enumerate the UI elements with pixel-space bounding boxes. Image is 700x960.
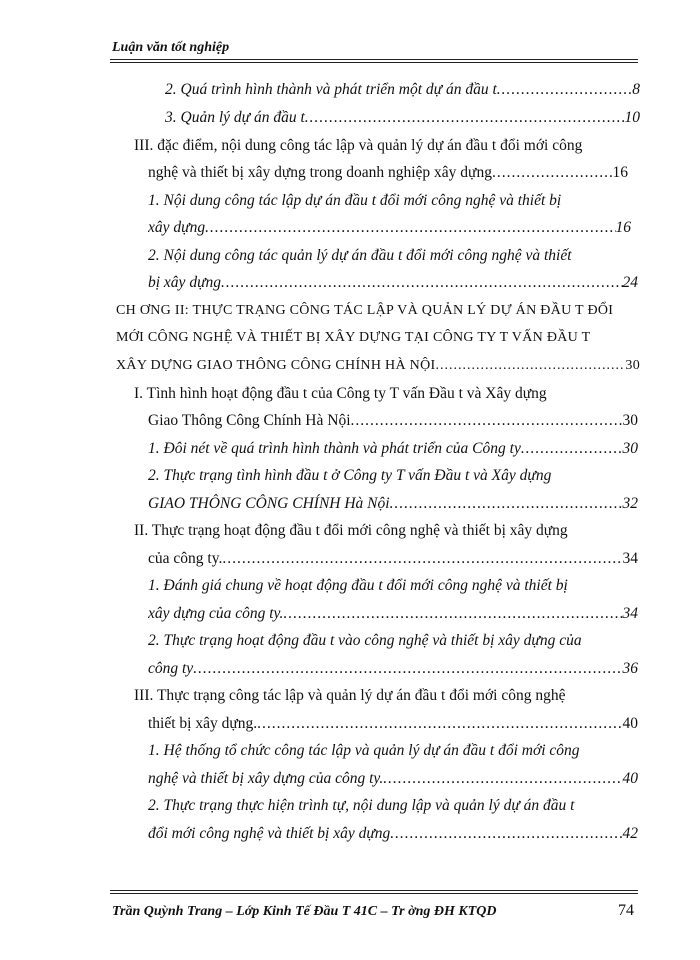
toc-entry[interactable] [148,631,638,651]
toc-entry[interactable] [148,549,638,569]
toc-entry-page: 30 [622,440,638,457]
dot-leader [390,824,622,844]
dot-leader [435,356,625,376]
toc-entry-text: GIAO THÔNG CÔNG CHÍNH Hà Nội [148,495,390,512]
toc-entry-text: xây dựng [148,219,206,236]
toc-entry[interactable] [134,686,640,706]
toc-entry-text: MỚI CÔNG NGHỆ VÀ THIẾT BỊ XÂY DỰNG TẠI CÔNG TY T VẤN ĐẦU T [116,330,591,345]
toc-entry-text: II. Thực trạng hoạt động đầu t đổi mới công nghệ và thiết bị xây dựng [134,522,568,539]
toc-entry-page: 30 [625,358,640,373]
toc-entry-text: công ty [148,660,194,677]
toc-entry-text: 2. Quá trình hình thành và phát triển một dự án đầu t [165,81,497,98]
toc-entry[interactable] [148,576,638,596]
toc-entry-page: 42 [622,825,638,842]
toc-entry-text: 2. Nội dung công tác quản lý dự án đầu t đổi mới công nghệ và thiết [148,247,572,264]
toc-entry[interactable] [134,384,640,404]
toc-entry[interactable] [148,659,638,679]
toc-entry[interactable] [148,163,628,183]
dot-leader [383,769,622,789]
page-footer: Trần Quỳnh Trang – Lớp Kinh Tế Đầu T 41C – Tr ờng ĐH KTQD [112,904,497,919]
page-number: 74 [618,902,634,919]
toc-entry[interactable] [148,246,638,266]
dot-leader [193,659,622,679]
toc-entry-text: nghệ và thiết bị xây dựng của công ty. [148,770,384,787]
toc-entry-text: 2. Thực trạng thực hiện trình tự, nội dung lập và quản lý dự án đầu t [148,797,575,814]
toc-entry[interactable] [148,439,638,459]
toc-entry-text: XÂY DỰNG GIAO THÔNG CÔNG CHÍNH HÀ NỘI [116,358,436,373]
toc-entry-page: 40 [622,770,638,787]
toc-chapter-heading[interactable] [116,301,640,321]
toc-entry[interactable] [148,824,638,844]
toc-entry-page: 36 [622,660,638,677]
dot-leader [305,108,625,128]
toc-entry-text: 2. Thực trạng tình hình đầu t ở Công ty T vấn Đầu t và Xây dựng [148,467,552,484]
toc-entry-page: 16 [612,164,628,181]
toc-entry[interactable] [134,521,640,541]
toc-entry-text: bị xây dựng [148,274,222,291]
toc-entry-page: 34 [622,550,638,567]
toc-entry-text: của công ty. [148,550,223,567]
toc-chapter-heading[interactable] [116,356,640,376]
toc-entry[interactable] [148,273,638,293]
toc-entry-page: 40 [622,715,638,732]
toc-entry-text: III. đặc điểm, nội dung công tác lập và quản lý dự án đầu t đổi mới công [134,137,583,154]
toc-entry-text: III. Thực trạng công tác lập và quản lý dự án đầu t đổi mới công nghệ [134,687,566,704]
toc-entry[interactable] [148,604,638,624]
dot-leader [205,218,615,238]
toc-entry-text: đổi mới công nghệ và thiết bị xây dựng [148,825,391,842]
dot-leader [351,411,623,431]
dot-leader [222,549,622,569]
toc-entry-text: 2. Thực trạng hoạt động đầu t vào công nghệ và thiết bị xây dựng của [148,632,582,649]
footer-rule [110,890,638,891]
toc-entry-text: thiết bị xây dựng. [148,715,258,732]
toc-entry-page: 34 [622,605,638,622]
dot-leader [390,494,623,514]
toc-entry-text: Giao Thông Công Chính Hà Nội [148,412,351,429]
toc-entry[interactable] [134,136,640,156]
footer-rule-thin [110,893,638,894]
toc-entry-text: 1. Đánh giá chung về hoạt động đầu t đổi mới công nghệ và thiết bị [148,577,568,594]
dot-leader [257,714,622,734]
page-header: Luận văn tốt nghiệp [112,40,230,55]
dot-leader [221,273,622,293]
toc-entry[interactable] [148,466,638,486]
toc-entry[interactable] [165,108,640,128]
toc-entry[interactable] [148,411,638,431]
toc-entry-page: 16 [615,219,631,236]
toc-entry-text: nghệ và thiết bị xây dựng trong doanh nghiệp xây dựng [148,164,492,181]
toc-entry-page: 24 [622,274,638,291]
toc-entry-text: CH ƠNG II: THỰC TRẠNG CÔNG TÁC LẬP VÀ QUẢN LÝ DỰ ÁN ĐẦU T ĐỔI [116,303,614,318]
toc-entry-text: xây dựng của công ty. [148,605,284,622]
toc-entry[interactable] [148,191,638,211]
toc-entry-text: 3. Quản lý dự án đầu t [165,109,305,126]
toc-entry[interactable] [148,714,638,734]
toc-entry-text: 1. Hệ thống tổ chức công tác lập và quản lý dự án đầu t đổi mới công [148,742,580,759]
toc-entry[interactable] [148,741,638,761]
dot-leader [492,163,613,183]
toc-entry[interactable] [148,218,631,238]
dot-leader [283,604,622,624]
toc-entry-text: I. Tình hình hoạt động đầu t của Công ty T vấn Đầu t và Xây dựng [134,385,547,402]
dot-leader [497,80,632,100]
toc-entry[interactable] [148,494,638,514]
toc-entry-text: 1. Đôi nét về quá trình hình thành và phát triển của Công ty [148,440,521,457]
toc-chapter-heading[interactable] [116,328,640,348]
toc-entry-page: 10 [624,109,640,126]
toc-entry-page: 30 [622,412,638,429]
toc-entry-page: 8 [632,81,640,98]
toc-entry[interactable] [148,796,638,816]
toc-entry[interactable] [148,769,638,789]
toc-entry-page: 32 [622,495,638,512]
toc-entry-text: 1. Nội dung công tác lập dự án đầu t đổi mới công nghệ và thiết bị [148,192,562,209]
toc-entry[interactable] [165,80,640,100]
dot-leader [521,439,623,459]
